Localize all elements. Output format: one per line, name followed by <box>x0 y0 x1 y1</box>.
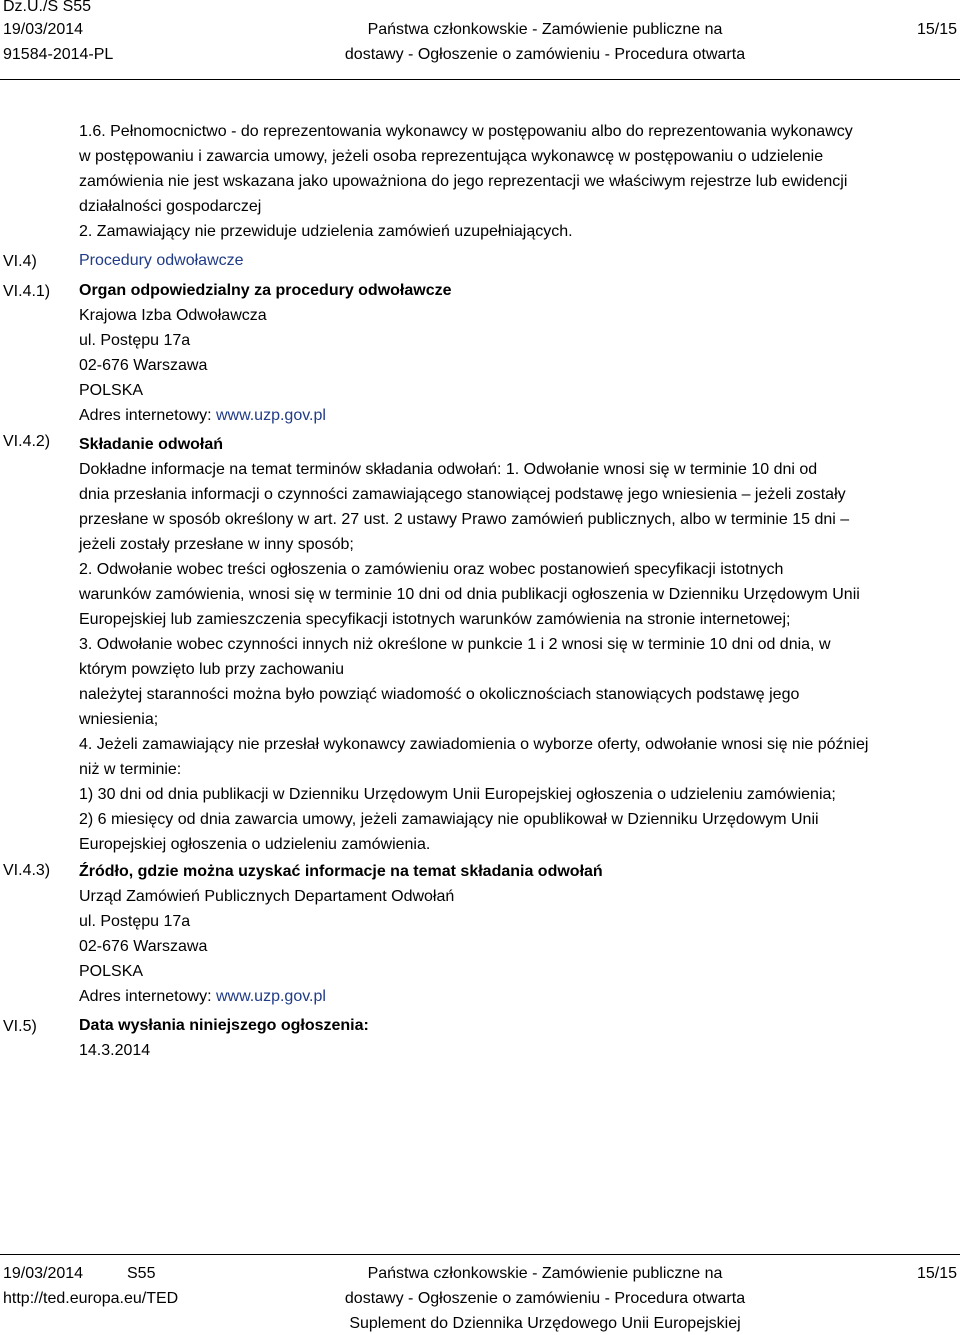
text-line: Europejskiej ogłoszenia o udzieleniu zamówienia. <box>79 836 431 853</box>
footer-issue: S55 <box>127 1265 156 1282</box>
footer-title-line-2: dostawy - Ogłoszenie o zamówieniu - Procedura otwarta <box>344 1290 746 1307</box>
dispatch-date-block <box>79 1013 959 1063</box>
dispatch-date-value: 14.3.2014 <box>79 1042 151 1059</box>
text-line: wniesienia; <box>79 711 159 728</box>
review-body-city: 02-676 Warszawa <box>79 357 208 374</box>
text-line: działalności gospodarczej <box>79 198 262 215</box>
review-body-block <box>79 278 959 428</box>
header-divider <box>0 79 960 80</box>
text-line: 2. Odwołanie wobec treści ogłoszenia o zamówieniu oraz wobec postanowień specyfikacji istotnych <box>79 561 784 578</box>
source-city: 02-676 Warszawa <box>79 938 208 955</box>
source-street: ul. Postępu 17a <box>79 913 191 930</box>
text-line: 1.6. Pełnomocnictwo - do reprezentowania wykonawcy w postępowaniu albo do reprezentowania wykonawcy <box>79 123 853 140</box>
source-web-link[interactable]: www.uzp.gov.pl <box>215 988 326 1005</box>
text-line: 3. Odwołanie wobec czynności innych niż określone w punkcie 1 i 2 wnosi się w terminie 10 dni od dnia, w <box>79 636 831 653</box>
text-line: warunków zamówienia, wnosi się w terminie 10 dni od dnia publikacji ogłoszenia w Dzienniku Urzędowym Unii <box>79 586 860 603</box>
footer-title-line-1: Państwa członkowskie - Zamówienie publiczne na <box>367 1265 723 1282</box>
review-body-heading: Organ odpowiedzialny za procedury odwoławcze <box>79 282 452 299</box>
footer-date: 19/03/2014 <box>3 1265 84 1282</box>
review-body-web <box>79 403 959 428</box>
footer-supplement: Suplement do Dziennika Urzędowego Unii Europejskiej <box>349 1315 741 1332</box>
text-line: przesłane w sposób określony w art. 27 ust. 2 ustawy Prawo zamówień publicznych, albo w terminie 15 dni – <box>79 511 850 528</box>
section-number-vi42: VI.4.2) <box>3 433 51 450</box>
dispatch-date-heading: Data wysłania niniejszego ogłoszenia: <box>79 1017 369 1034</box>
source-country: POLSKA <box>79 963 144 980</box>
lodging-appeals-heading: Składanie odwołań <box>79 436 224 453</box>
web-address-label: Adres internetowy: <box>79 407 216 424</box>
source-name: Urząd Zamówień Publicznych Departament Odwołań <box>79 888 455 905</box>
section-number-vi43: VI.4.3) <box>3 862 51 879</box>
appeals-info-source-heading: Źródło, gdzie można uzyskać informacje na temat składania odwołań <box>79 863 603 880</box>
text-line: którym powzięto lub przy zachowaniu <box>79 661 345 678</box>
text-line: 2) 6 miesięcy od dnia zawarcia umowy, jeżeli zamawiający nie opublikował w Dzienniku Urzędowym Unii <box>79 811 819 828</box>
section-number-vi41: VI.4.1) <box>3 283 51 300</box>
text-line: niż w terminie: <box>79 761 182 778</box>
review-body-web-link[interactable]: www.uzp.gov.pl <box>215 407 326 424</box>
text-line: w postępowaniu i zawarcia umowy, jeżeli osoba reprezentująca wykonawcę w postępowaniu o udzielenie <box>79 148 824 165</box>
lodging-appeals-block <box>79 432 959 857</box>
header-page-number: 15/15 <box>916 21 957 38</box>
text-line: należytej staranności można było powziąć wiadomość o okolicznościach stanowiących podstawę jego <box>79 686 800 703</box>
appeals-info-source-block <box>79 859 959 1009</box>
section-number-vi5: VI.5) <box>3 1018 37 1035</box>
text-line: 4. Jeżeli zamawiający nie przesłał wykonawcy zawiadomienia o wyborze oferty, odwołanie wnosi się nie później <box>79 736 869 753</box>
text-line: dnia przesłania informacji o czynności zamawiającego stanowiącej podstawę jego wniesienia – jeżeli zostały <box>79 486 846 503</box>
source-web <box>79 984 959 1009</box>
text-line: jeżeli zostały przesłane w inny sposób; <box>79 536 354 553</box>
review-body-street: ul. Postępu 17a <box>79 332 191 349</box>
header-journal-ref: Dz.U./S S55 <box>3 0 92 15</box>
text-line: zamówienia nie jest wskazana jako upoważniona do jego reprezentacji we właściwym rejestrze lub ewidencji <box>79 173 848 190</box>
header-date: 19/03/2014 <box>3 21 84 38</box>
text-line: Dokładne informacje na temat terminów składania odwołań: 1. Odwołanie wnosi się w terminie 10 dni od <box>79 461 818 478</box>
section-number-vi4: VI.4) <box>3 253 37 270</box>
additional-info-text <box>79 119 959 244</box>
header-notice-number: 91584-2014-PL <box>3 46 114 63</box>
text-line: Europejskiej lub zamieszczenia specyfikacji istotnych warunków zamówienia na stronie internetowej; <box>79 611 791 628</box>
review-body-country: POLSKA <box>79 382 144 399</box>
header-title-line-1: Państwa członkowskie - Zamówienie publiczne na <box>367 21 723 38</box>
web-address-label: Adres internetowy: <box>79 988 216 1005</box>
footer-divider <box>0 1254 960 1255</box>
header-title-line-2: dostawy - Ogłoszenie o zamówieniu - Procedura otwarta <box>344 46 746 63</box>
footer-page-number: 15/15 <box>916 1265 957 1282</box>
review-procedures-heading: Procedury odwoławcze <box>79 252 244 269</box>
review-body-name: Krajowa Izba Odwoławcza <box>79 307 267 324</box>
text-line: 1) 30 dni od dnia publikacji w Dzienniku Urzędowym Unii Europejskiej ogłoszenia o udzieleniu zamówienia; <box>79 786 836 803</box>
text-line: 2. Zamawiający nie przewiduje udzielenia zamówień uzupełniających. <box>79 223 573 240</box>
footer-url: http://ted.europa.eu/TED <box>3 1290 179 1307</box>
